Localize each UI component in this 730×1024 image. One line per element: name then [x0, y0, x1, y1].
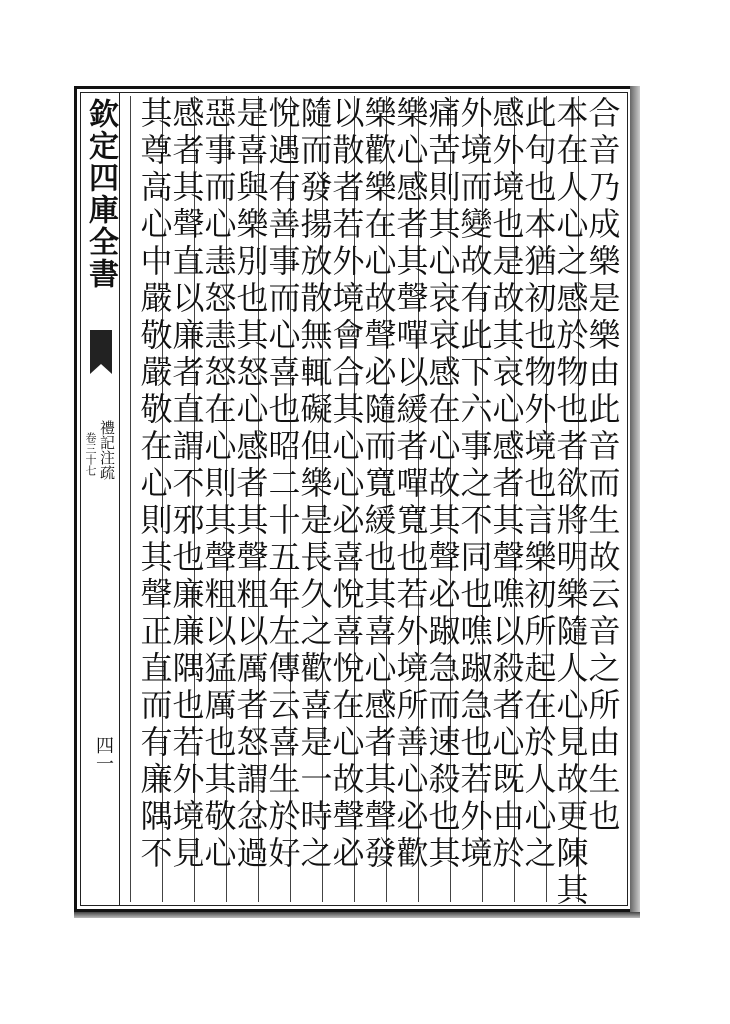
column-spacer: [122, 96, 130, 902]
column-text: 其尊高心中嚴敬嚴敬在心則其聲正直而有廉隅不: [135, 96, 174, 873]
bottom-rule: [74, 912, 640, 918]
column-text: 痛苦則其心哀哀感在心故其聲必踧急而速殺也其: [423, 96, 462, 873]
column-text: 隨而發揚放散無輒礙但樂是長久之歡喜是一時之: [295, 96, 334, 873]
column-text: 是喜與樂別也其怒心感者其聲粗以厲者怒謂忿過: [231, 96, 270, 873]
column-text: 合音乃成樂是樂由此音而生故云音之所由生也: [583, 96, 622, 836]
column-text: 以散者若外境會合其心心必喜悅喜悅在心故聲必: [327, 96, 366, 873]
column-text: 感者其聲直以廉者直謂不邪也廉廉隅也若外境見: [167, 96, 206, 873]
column-text: 外境而變故有此下六事之不同也噍踧急也若外境: [455, 96, 494, 873]
text-column: [130, 96, 178, 902]
column-text: 惡事而心恚怒恚怒在心則其聲粗以猛厲也其敬心: [199, 96, 238, 873]
column-text: 感外境也是故其哀心感者其聲噍以殺者心既由於: [487, 96, 526, 873]
column-text: 樂歡樂在心故聲必隨而寬緩也其喜心感者其聲發: [359, 96, 398, 873]
column-text: 本在人心之感於物也者欲將明樂隨人心見故更陳其: [551, 96, 590, 910]
fishtail-mark-icon: [90, 330, 112, 364]
column-text: 此句也本猶初也物外境也言樂初所起在於人心之: [519, 96, 558, 873]
book-subtitle: 禮記注疏: [98, 420, 116, 480]
column-text: 悅遇有善事而心喜也昭二十五年左傳云喜生於好: [263, 96, 302, 873]
column-text: 樂心感者其聲嘽以緩者嘽寬也若外境所善心必歡: [391, 96, 430, 873]
book-title: 欽定四庫全書: [83, 98, 118, 290]
page-number: 四一: [93, 736, 114, 772]
chapter-label: 卷三十七: [84, 432, 97, 476]
page-edge-shadow: [630, 86, 640, 912]
